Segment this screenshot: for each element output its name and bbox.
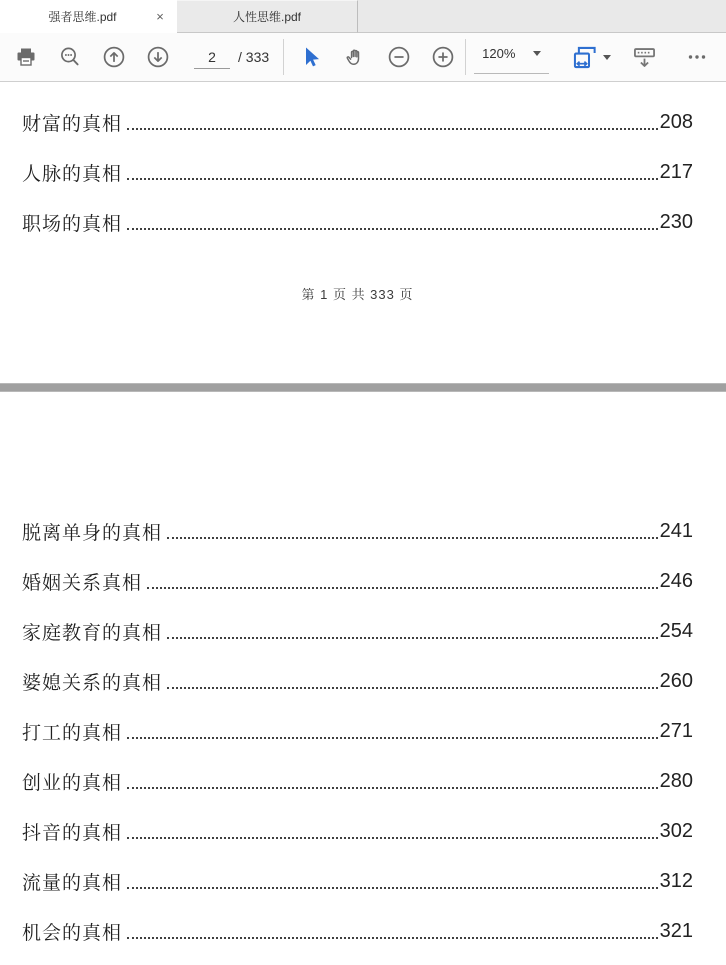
dot-leader	[147, 574, 658, 589]
toc-entry-title: 婆媳关系的真相	[22, 672, 163, 694]
toc-entry-title: 流量的真相	[22, 872, 123, 894]
pdf-page-1	[0, 82, 726, 302]
toc-entry[interactable]	[22, 556, 693, 606]
tab-renxing-pdf[interactable]	[177, 0, 358, 33]
tab-label: 人性思维.pdf	[232, 10, 302, 24]
fit-width-icon	[571, 44, 598, 71]
page-total-label: / 333	[238, 49, 270, 65]
toc-entry-title: 打工的真相	[22, 722, 123, 744]
dot-leader	[127, 924, 658, 939]
toc-entry[interactable]	[22, 756, 693, 806]
toc-entry-page-number: 254	[659, 619, 693, 642]
toc-entry-title: 机会的真相	[22, 922, 123, 944]
find-icon	[58, 45, 82, 69]
toc-entry[interactable]	[22, 806, 693, 856]
chevron-down-icon	[603, 55, 611, 60]
toc-entry-title: 家庭教育的真相	[22, 622, 163, 644]
page-scrolling-button[interactable]	[629, 39, 659, 75]
toc-entry-title: 职场的真相	[22, 213, 123, 235]
tab-bar-filler	[358, 0, 726, 33]
print-button[interactable]	[11, 39, 41, 75]
dot-leader	[127, 774, 658, 789]
toc-entry[interactable]	[22, 97, 693, 147]
zoom-level-value: 120%	[482, 46, 516, 61]
select-tool-button[interactable]	[296, 39, 326, 75]
hand-tool-button[interactable]	[340, 39, 370, 75]
select-tool-icon	[299, 45, 323, 69]
page-break-divider	[0, 383, 726, 392]
page-number-group	[194, 45, 269, 69]
toc-entry-page-number: 217	[659, 160, 693, 183]
tab-bar	[0, 0, 726, 33]
previous-page-button[interactable]	[99, 39, 129, 75]
dot-leader	[127, 115, 658, 130]
zoom-in-icon	[430, 44, 456, 70]
toc-entry-title: 人脉的真相	[22, 163, 123, 185]
toc-entry[interactable]	[22, 656, 693, 706]
pdf-toolbar	[0, 33, 726, 82]
pdf-page-2	[0, 392, 726, 956]
tab-label: 强者思维.pdf	[48, 10, 117, 24]
dot-leader	[127, 824, 658, 839]
page-down-icon	[145, 44, 171, 70]
close-tab-icon[interactable]: ×	[156, 9, 164, 24]
toc-entry[interactable]	[22, 147, 693, 197]
toc-entry-title: 抖音的真相	[22, 822, 123, 844]
print-icon	[14, 45, 38, 69]
zoom-level-dropdown[interactable]	[474, 40, 549, 74]
toc-entry-title: 创业的真相	[22, 772, 123, 794]
dot-leader	[127, 724, 658, 739]
dot-leader	[167, 674, 658, 689]
toc-entry[interactable]	[22, 506, 693, 556]
toc-entry-page-number: 260	[659, 669, 693, 692]
toc-entry-page-number: 312	[659, 869, 693, 892]
dot-leader	[127, 165, 658, 180]
hand-tool-icon	[343, 45, 368, 70]
page-number-input[interactable]	[194, 45, 230, 69]
dot-leader	[167, 624, 658, 639]
find-button[interactable]	[55, 39, 85, 75]
toc-entry-page-number: 230	[659, 210, 693, 233]
more-options-icon	[685, 45, 709, 69]
toc-list-page2	[22, 506, 693, 956]
fit-width-dropdown[interactable]	[571, 44, 611, 71]
toc-entry[interactable]	[22, 856, 693, 906]
toc-entry[interactable]	[22, 906, 693, 956]
toc-entry-page-number: 302	[659, 819, 693, 842]
toc-entry-page-number: 208	[659, 110, 693, 133]
pdf-viewer[interactable]	[0, 82, 726, 965]
zoom-out-button[interactable]	[384, 39, 414, 75]
toc-entry-page-number: 321	[659, 919, 693, 942]
toolbar-separator	[283, 39, 284, 75]
toc-entry-page-number: 241	[659, 519, 693, 542]
toolbar-separator	[465, 39, 466, 75]
zoom-out-icon	[386, 44, 412, 70]
toc-entry-title: 财富的真相	[22, 113, 123, 135]
toc-entry-page-number: 246	[659, 569, 693, 592]
page-scroll-icon	[631, 44, 658, 71]
toc-entry-title: 婚姻关系真相	[22, 572, 143, 594]
dot-leader	[127, 215, 658, 230]
toc-entry[interactable]	[22, 606, 693, 656]
chevron-down-icon	[533, 51, 541, 56]
toc-entry-page-number: 271	[659, 719, 693, 742]
toc-entry-title: 脱离单身的真相	[22, 522, 163, 544]
zoom-in-button[interactable]	[428, 39, 458, 75]
page-up-icon	[101, 44, 127, 70]
dot-leader	[127, 874, 658, 889]
toc-entry[interactable]	[22, 197, 693, 247]
next-page-button[interactable]	[143, 39, 173, 75]
more-options-button[interactable]	[682, 39, 712, 75]
dot-leader	[167, 524, 658, 539]
page-footer-text: 第 1 页 共 333 页	[301, 287, 414, 302]
toc-entry[interactable]	[22, 706, 693, 756]
tab-qiangzhe-pdf[interactable]	[0, 0, 177, 33]
toc-list-page1	[22, 97, 693, 247]
toc-entry-page-number: 280	[659, 769, 693, 792]
